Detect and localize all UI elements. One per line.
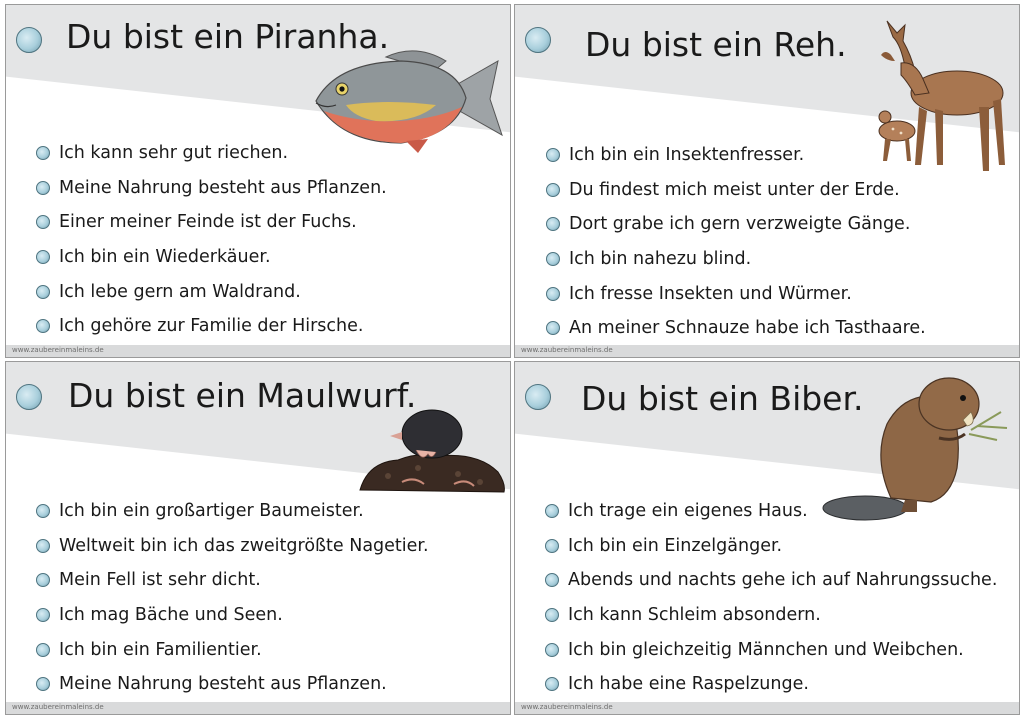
title-bullet-icon (525, 384, 551, 410)
fact-item: Ich bin ein Einzelgänger. (545, 529, 997, 564)
card-piranha (5, 4, 511, 358)
fact-item: Ich bin ein Wiederkäuer. (36, 240, 387, 275)
title-bullet-icon (525, 27, 551, 53)
fact-item: Dort grabe ich gern verzweigte Gänge. (546, 207, 926, 242)
bullet-icon (36, 539, 50, 553)
fact-item: Ich habe eine Raspelzunge. (545, 667, 997, 702)
fact-item: Ich kann Schleim absondern. (545, 598, 997, 633)
card-title: Du bist ein Biber. (581, 379, 864, 418)
card-title: Du bist ein Maulwurf. (68, 376, 417, 415)
fact-item: Ich kann sehr gut riechen. (36, 136, 387, 171)
fact-item: Mein Fell ist sehr dicht. (36, 563, 429, 598)
bullet-icon (545, 677, 559, 691)
bullet-icon (36, 181, 50, 195)
bullet-icon (545, 643, 559, 657)
card-mole (5, 361, 511, 715)
bullet-icon (36, 504, 50, 518)
fact-item: Ich gehöre zur Familie der Hirsche. (36, 309, 387, 344)
card-title: Du bist ein Reh. (585, 25, 847, 64)
card-footer (6, 345, 510, 357)
bullet-icon (36, 677, 50, 691)
fact-item: Ich bin ein großartiger Baumeister. (36, 494, 429, 529)
card-title: Du bist ein Piranha. (66, 17, 390, 56)
card-footer (515, 345, 1019, 357)
bullet-icon (36, 608, 50, 622)
bullet-icon (545, 504, 559, 518)
fact-item: Ich lebe gern am Waldrand. (36, 274, 387, 309)
bullet-icon (546, 287, 560, 301)
fact-item: Einer meiner Feinde ist der Fuchs. (36, 205, 387, 240)
bullet-icon (545, 573, 559, 587)
card-beaver (514, 361, 1020, 715)
bullet-icon (36, 573, 50, 587)
bullet-icon (36, 215, 50, 229)
mole-icon (358, 402, 508, 498)
fact-item: Ich bin gleichzeitig Männchen und Weibchen. (545, 632, 997, 667)
fact-list (546, 138, 926, 346)
fact-list (36, 136, 387, 344)
footer-url: www.zaubereinmaleins.de (12, 346, 104, 354)
footer-url: www.zaubereinmaleins.de (521, 346, 613, 354)
footer-url: www.zaubereinmaleins.de (521, 703, 613, 711)
fact-item: Ich bin ein Familientier. (36, 632, 429, 667)
bullet-icon (546, 148, 560, 162)
title-bullet-icon (16, 384, 42, 410)
fact-list (36, 494, 429, 702)
bullet-icon (545, 608, 559, 622)
title-bullet-icon (16, 27, 42, 53)
fact-item: Ich trage ein eigenes Haus. (545, 494, 997, 529)
bullet-icon (36, 250, 50, 264)
card-footer (515, 702, 1019, 714)
footer-url: www.zaubereinmaleins.de (12, 703, 104, 711)
bullet-icon (546, 183, 560, 197)
bullet-icon (36, 146, 50, 160)
fact-item: Ich bin nahezu blind. (546, 242, 926, 277)
fact-item: An meiner Schnauze habe ich Tasthaare. (546, 311, 926, 346)
fact-item: Ich fresse Insekten und Würmer. (546, 276, 926, 311)
fact-item: Ich mag Bäche und Seen. (36, 598, 429, 633)
bullet-icon (546, 217, 560, 231)
bullet-icon (36, 319, 50, 333)
card-deer (514, 4, 1020, 358)
bullet-icon (546, 252, 560, 266)
fact-item: Du findest mich meist unter der Erde. (546, 173, 926, 208)
fact-item: Abends und nachts gehe ich auf Nahrungssuche. (545, 563, 997, 598)
bullet-icon (546, 321, 560, 335)
fact-item: Meine Nahrung besteht aus Pflanzen. (36, 171, 387, 206)
fact-item: Meine Nahrung besteht aus Pflanzen. (36, 667, 429, 702)
bullet-icon (36, 643, 50, 657)
fact-list (545, 494, 997, 702)
card-footer (6, 702, 510, 714)
fact-item: Ich bin ein Insektenfresser. (546, 138, 926, 173)
bullet-icon (545, 539, 559, 553)
bullet-icon (36, 285, 50, 299)
fact-item: Weltweit bin ich das zweitgrößte Nagetier. (36, 529, 429, 564)
